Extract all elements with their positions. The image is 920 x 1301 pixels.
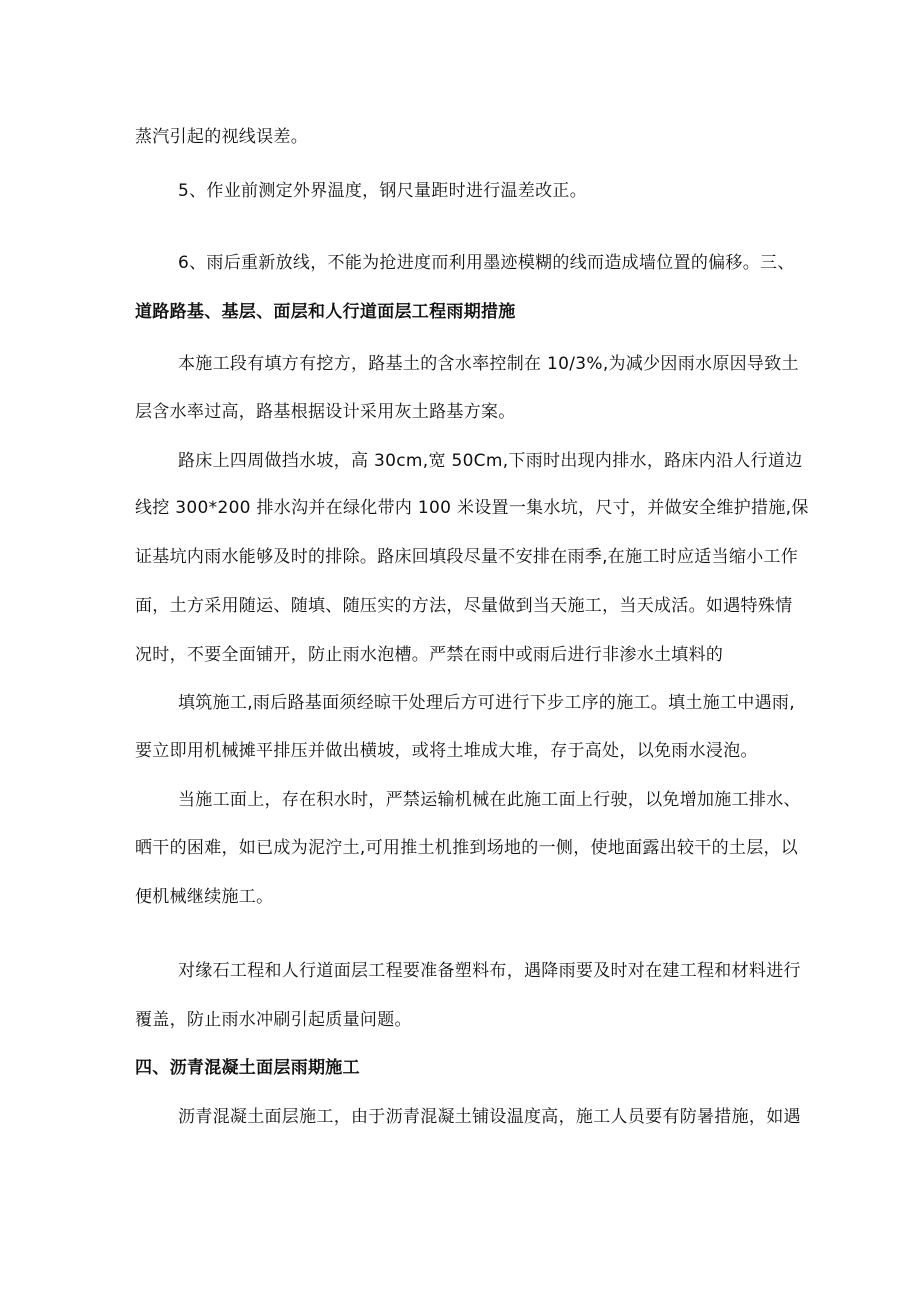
text-line: 对缘石工程和人行道面层工程要准备塑料布，遇降雨要及时对在建工程和材料进行 <box>178 961 801 981</box>
text-line: 便机械继续施工。 <box>135 887 274 907</box>
text-line: 蒸汽引起的视线误差。 <box>135 127 308 147</box>
text-line: 层含水率过高，路基根据设计采用灰土路基方案。 <box>135 402 516 422</box>
text-line: 证基坑内雨水能够及时的排除。路床回填段尽量不安排在雨季,在施工时应适当缩小工作 <box>135 547 799 567</box>
text-line: 晒干的困难，如已成为泥泞土,可用推土机推到场地的一侧，使地面露出较干的土层，以 <box>135 838 799 858</box>
text-line: 本施工段有填方有挖方，路基土的含水率控制在 10/3%,为减少因雨水原因导致土 <box>178 354 799 374</box>
text-line: 面，土方采用随运、随填、随压实的方法，尽量做到当天施工，当天成活。如遇特殊情 <box>135 596 793 616</box>
text-line: 填筑施工,雨后路基面须经晾干处理后方可进行下步工序的施工。填土施工中遇雨, <box>178 693 795 713</box>
text-line: 沥青混凝土面层施工，由于沥青混凝土铺设温度高，施工人员要有防暑措施，如遇 <box>178 1107 801 1127</box>
text-line: 要立即用机械摊平排压并做出横坡，或将土堆成大堆，存于高处，以免雨水浸泡。 <box>135 741 758 761</box>
text-line: 覆盖，防止雨水冲刷引起质量问题。 <box>135 1010 412 1030</box>
section-heading: 四、沥青混凝土面层雨期施工 <box>135 1058 360 1078</box>
text-line: 当施工面上，存在积水时，严禁运输机械在此施工面上行驶，以免增加施工排水、 <box>178 790 801 810</box>
section-heading: 道路路基、基层、面层和人行道面层工程雨期措施 <box>135 302 516 322</box>
text-line: 线挖 300*200 排水沟并在绿化带内 100 米设置一集水坑，尺寸，并做安全维护措施,保 <box>135 498 809 518</box>
text-line: 5、作业前测定外界温度，钢尺量距时进行温差改正。 <box>178 181 588 201</box>
text-line: 6、雨后重新放线，不能为抢进度而利用墨迹模糊的线而造成墙位置的偏移。三、 <box>178 253 795 273</box>
text-line: 况时，不要全面铺开，防止雨水泡槽。严禁在雨中或雨后进行非渗水土填料的 <box>135 645 724 665</box>
text-line: 路床上四周做挡水坡，高 30cm,宽 50Cm,下雨时出现内排水，路床内沿人行道边 <box>178 451 803 471</box>
